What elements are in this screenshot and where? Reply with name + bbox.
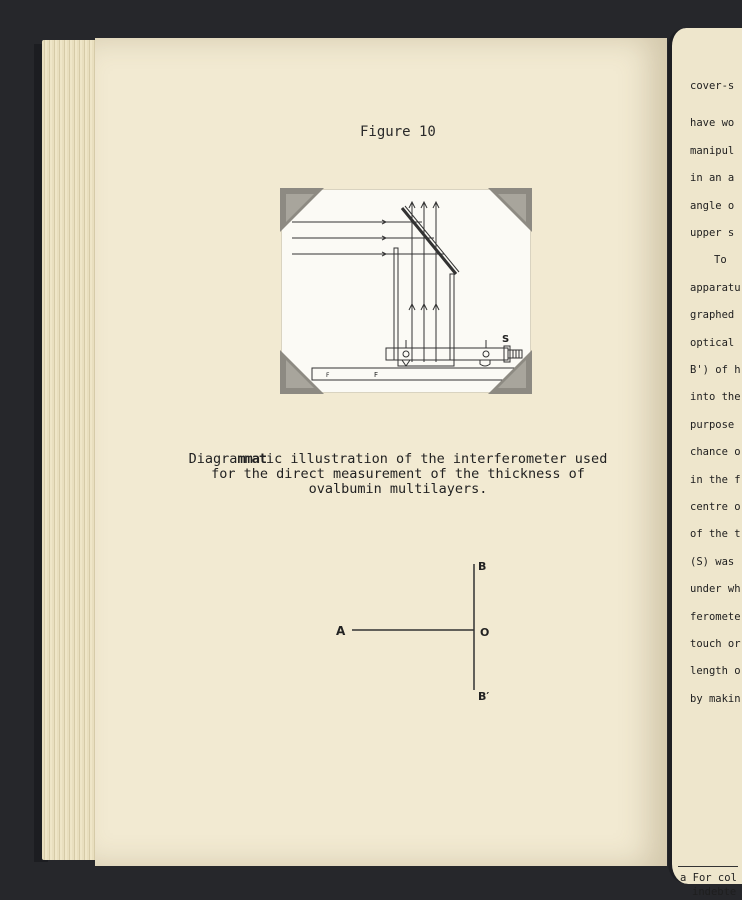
footnote-line-1: a For col xyxy=(680,872,737,884)
right-page-line: feromete xyxy=(690,610,741,623)
figure-title: Figure 10 xyxy=(360,124,436,140)
label-a: A xyxy=(336,624,346,638)
right-page-line: (S) was xyxy=(690,555,735,568)
figure-caption xyxy=(178,452,618,497)
photo-corner-bottom-left xyxy=(280,350,324,394)
right-page xyxy=(668,28,742,898)
photo-corner-bottom-right xyxy=(488,350,532,394)
right-page-line: in an a xyxy=(690,172,735,185)
interferometer-photo xyxy=(282,190,530,392)
label-o: O xyxy=(480,626,490,639)
right-page-line: upper s xyxy=(690,227,735,239)
label-f-mid: F xyxy=(374,371,379,379)
caption-line-2: for the direct measurement of the thickness of xyxy=(211,466,585,482)
caption-text: Diagra xyxy=(188,451,238,467)
footnote-rule xyxy=(678,866,738,867)
right-page-line: touch or xyxy=(690,638,741,650)
right-page-line: To xyxy=(714,254,727,267)
right-page-line: length o xyxy=(690,665,741,678)
right-page-line: optical xyxy=(690,336,735,349)
page-stack-edges xyxy=(42,40,102,860)
label-b: B xyxy=(478,560,487,573)
right-page-line: B') of h xyxy=(690,364,741,376)
photo-corner-top-left xyxy=(280,188,324,232)
right-page-line: angle o xyxy=(690,199,735,212)
right-page-line: chance o xyxy=(690,446,741,459)
right-page-line: have wo xyxy=(690,117,735,130)
caption-line-3: ovalbumin multilayers. xyxy=(308,481,488,497)
caption-text: ic illustration of the interferometer used xyxy=(265,451,608,467)
right-page-line: cover-s xyxy=(690,80,735,92)
caption-overstrike: mmat xyxy=(237,451,266,467)
aob-diagram xyxy=(330,556,500,706)
right-page-line: into the xyxy=(690,391,741,404)
label-b-prime: B′ xyxy=(478,690,490,703)
photo-corner-top-right xyxy=(488,188,532,232)
right-page-line: purpose xyxy=(690,418,735,431)
right-page-line: graphed xyxy=(690,309,735,322)
right-page-line: apparatu xyxy=(690,281,741,294)
right-page-line: manipul xyxy=(690,144,735,157)
right-page-line: centre o xyxy=(690,501,741,513)
label-s: S xyxy=(502,334,510,345)
right-page-line: in the f xyxy=(690,473,741,486)
right-page-line: under wh xyxy=(690,583,741,596)
footnote-line-2: indebte xyxy=(692,886,737,898)
label-f-bar: F xyxy=(326,372,330,379)
right-page-line: of the t xyxy=(690,528,741,541)
right-page-line: by makin xyxy=(690,692,741,705)
